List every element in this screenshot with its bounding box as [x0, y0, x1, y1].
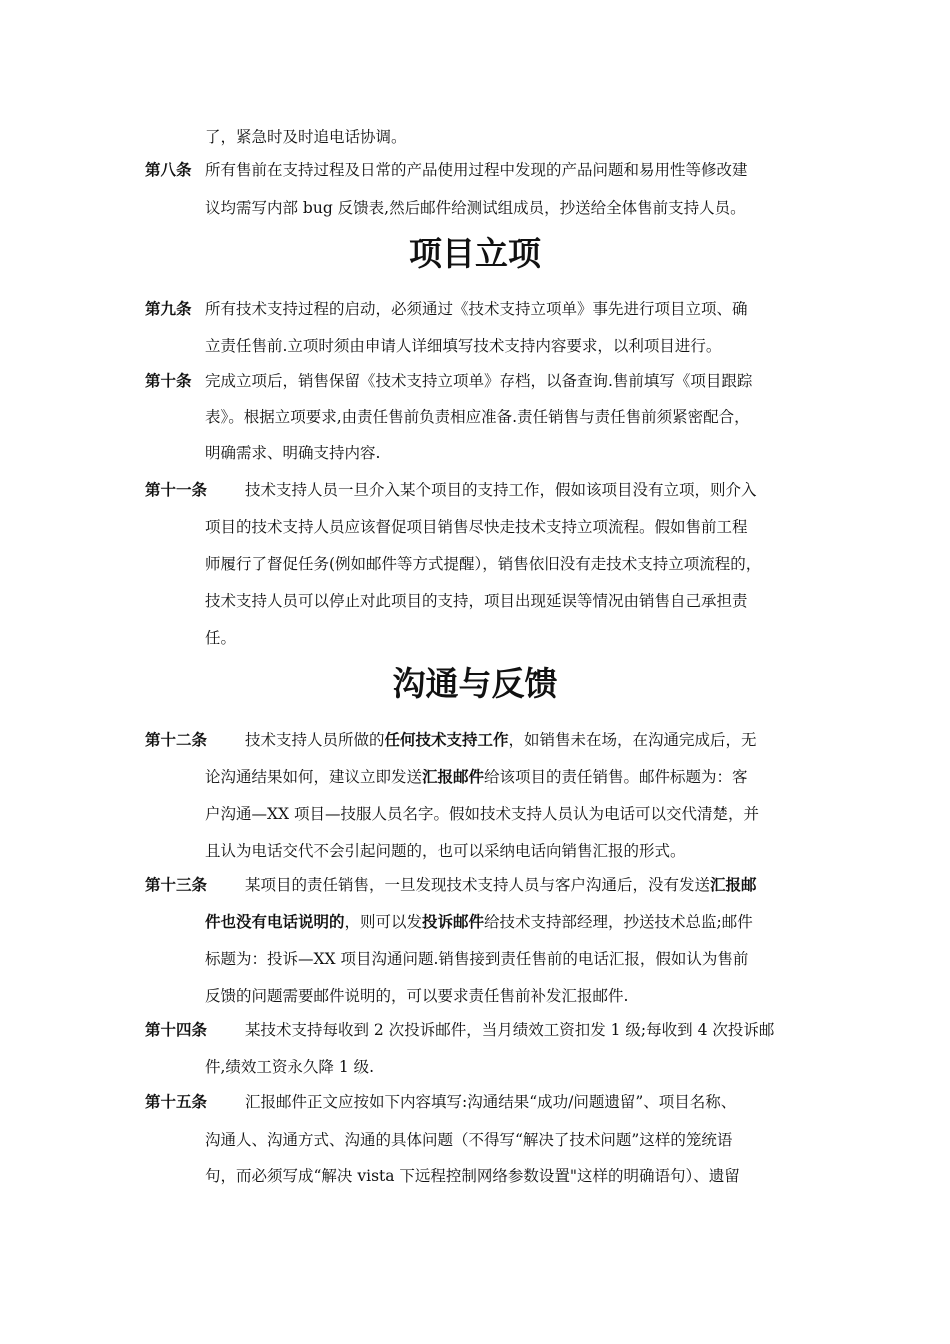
article-12-emphasis-any-support-work: 任何技术支持工作: [384, 730, 509, 749]
article-13-emphasis-no-phone: 件也没有电话说明的: [205, 912, 345, 931]
article-10-label: 第十条: [145, 372, 192, 390]
article-12-text: 论沟通结果如何，建议立即发送: [205, 768, 423, 786]
article-8-line-2: 议均需写内部 bug 反馈表,然后邮件给测试组成员，抄送给全体售前支持人员。: [205, 199, 746, 217]
article-12-text: ，如销售未在场，在沟通完成后，无: [508, 731, 757, 749]
article-11-line-2: 项目的技术支持人员应该督促项目销售尽快走技术支持立项流程。假如售前工程: [205, 518, 748, 536]
article-11-label: 第十一条: [145, 481, 208, 499]
article-14-line-1: 某技术支持每收到 2 次投诉邮件，当月绩效工资扣发 1 级;每收到 4 次投诉邮: [245, 1021, 775, 1039]
article-13-emphasis-complaint-email: 投诉邮件: [422, 912, 485, 931]
article-13-line-4: 反馈的问题需要邮件说明的，可以要求责任售前补发汇报邮件.: [205, 987, 629, 1005]
article-11-line-1: 技术支持人员一旦介入某个项目的支持工作，假如该项目没有立项，则介入: [245, 481, 757, 499]
article-13-label: 第十三条: [145, 876, 208, 894]
article-15-line-1: 汇报邮件正文应按如下内容填写:沟通结果“成功/问题遗留”、项目名称、: [245, 1093, 737, 1111]
article-12-line-1: [245, 729, 757, 751]
article-12-line-4: 且认为电话交代不会引起问题的，也可以采纳电话向销售汇报的形式。: [205, 842, 686, 860]
article-12-line-3: 户沟通—XX 项目—技服人员名字。假如技术支持人员认为电话可以交代清楚，并: [205, 805, 759, 823]
article-15-label: 第十五条: [145, 1093, 208, 1111]
article-14-label: 第十四条: [145, 1021, 208, 1039]
article-7-line-1: 了，紧急时及时追电话协调。: [205, 128, 407, 146]
article-15-line-2: 沟通人、沟通方式、沟通的具体问题（不得写“解决了技术问题”这样的笼统语: [205, 1131, 733, 1149]
article-13-text: ，则可以发: [344, 913, 423, 931]
section-heading-communication-feedback: 沟通与反馈: [392, 664, 558, 703]
article-13-line-1: [245, 874, 757, 896]
article-8-line-1: 所有售前在支持过程及日常的产品使用过程中发现的产品问题和易用性等修改建: [205, 161, 748, 179]
article-11-line-4: 技术支持人员可以停止对此项目的支持，项目出现延误等情况由销售自己承担责: [205, 592, 748, 610]
article-12-line-2: [205, 766, 748, 788]
article-14-line-2: 件,绩效工资永久降 1 级.: [205, 1058, 375, 1076]
article-8-label: 第八条: [145, 161, 192, 179]
article-9-label: 第九条: [145, 300, 192, 318]
article-10-line-2: 表》。根据立项要求,由责任售前负责相应准备.责任销售与责任售前须紧密配合，: [205, 408, 750, 426]
section-heading-project-initiation: 项目立项: [409, 234, 541, 273]
article-12-emphasis-report-email: 汇报邮件: [422, 767, 485, 786]
article-12-text: 技术支持人员所做的: [245, 731, 385, 749]
article-9-line-2: 立责任售前.立项时须由申请人详细填写技术支持内容要求，以利项目进行。: [205, 337, 722, 355]
article-12-text: 给该项目的责任销售。邮件标题为：客: [484, 768, 748, 786]
article-12-label: 第十二条: [145, 731, 208, 749]
article-13-text: 给技术支持部经理，抄送技术总监;邮件: [484, 913, 753, 931]
article-13-line-3: 标题为：投诉—XX 项目沟通问题.销售接到责任售前的电话汇报，假如认为售前: [205, 950, 749, 968]
article-11-line-5: 任。: [205, 629, 237, 647]
article-11-line-3: 师履行了督促任务(例如邮件等方式提醒），销售依旧没有走技术支持立项流程的，: [205, 555, 762, 573]
article-13-emphasis-report-email: 汇报邮: [710, 875, 757, 894]
article-13-line-2: [205, 911, 753, 933]
article-10-line-1: 完成立项后，销售保留《技术支持立项单》存档，以备查询.售前填写《项目跟踪: [205, 372, 753, 390]
article-10-line-3: 明确需求、明确支持内容.: [205, 444, 381, 462]
article-15-line-3: 句，而必须写成“解决 vista 下远程控制网络参数设置"这样的明确语句）、遗留: [205, 1167, 740, 1185]
article-13-text: 某项目的责任销售，一旦发现技术支持人员与客户沟通后，没有发送: [245, 876, 711, 894]
article-9-line-1: 所有技术支持过程的启动，必须通过《技术支持立项单》事先进行项目立项、确: [205, 300, 748, 318]
